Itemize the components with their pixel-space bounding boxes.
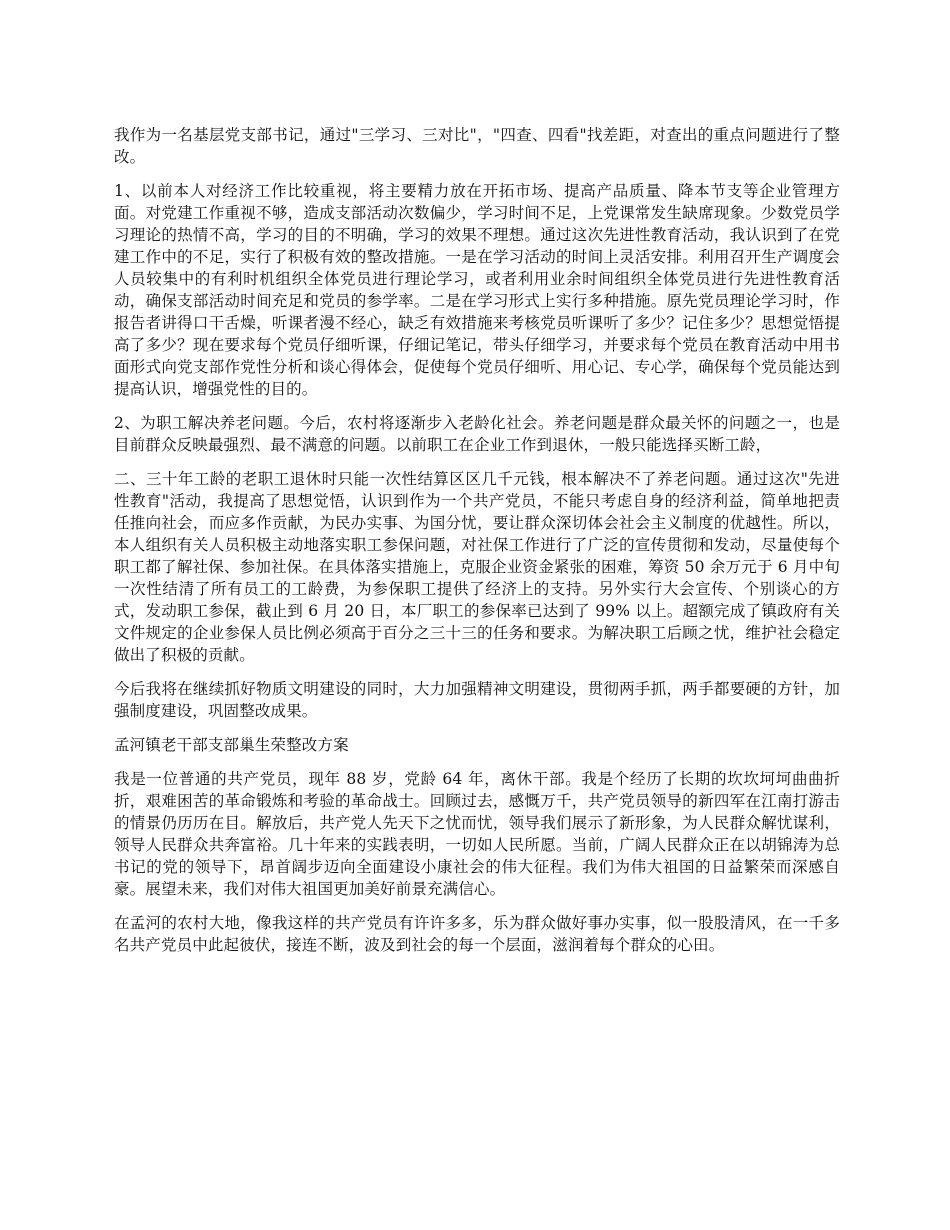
section-paragraph-2: 在孟河的农村大地，像我这样的共产党员有许许多多，乐为群众做好事办实事，似一股股清风，在一千多名共产党员中此起彼伏，接连不断，波及到社会的每一个层面，滋润着每个群众的心田。: [114, 914, 840, 954]
paragraph-intro: 我作为一名基层党支部书记，通过"三学习、三对比"，"四查、四看"找差距，对查出的重点问题进行了整改。: [114, 126, 840, 166]
section-title: 孟河镇老干部支部巢生荣整改方案: [114, 736, 349, 754]
paragraph-conclusion: 今后我将在继续抓好物质文明建设的同时，大力加强精神文明建设，贯彻两手抓，两手都要硬的方针，加强制度建设，巩固整改成果。: [114, 680, 840, 720]
paragraph-item-1: 1、以前本人对经济工作比较重视，将主要精力放在开拓市场、提高产品质量、降本节支等企业管理方面。对党建工作重视不够，造成支部活动次数偏少，学习时间不足，上党课常发生缺席现象。少数党员学习理论的热情不高，学习的目的不明确，学习的效果不理想。通过这次先进性教育活动，我认识到了在党建工作中的不足，实行了积极有效的整改措施。一是在学习活动的时间上灵活安排。利用召开生产调度会人员较集中的有利时机组织全体党员进行理论学习，或者利用业余时间组织全体党员进行先进性教育活动，确保支部活动时间充足和党员的参学率。二是在学习形式上实行多种措施。原先党员理论学习时，作报告者讲得口干舌燥，听课者漫不经心，缺乏有效措施来考核党员听课听了多少？记住多少？思想觉悟提高了多少？现在要求每个党员仔细听课，仔细记笔记，带头仔细学习，并要求每个党员在教育活动中用书面形式向党支部作党性分析和谈心得体会，促使每个党员仔细听、用心记、专心学，确保每个党员能达到提高认识，增强党性的目的。: [114, 182, 840, 398]
section-paragraph-1: 我是一位普通的共产党员，现年 88 岁，党龄 64 年，离休干部。我是个经历了长期的坎坎坷坷曲曲折折，艰难困苦的革命锻炼和考验的革命战士。回顾过去，感慨万千，共产党员领导的新四军在江南打游击的情景仍历历在目。解放后，共产党人先天下之忧而忧，领导我们展示了新形象，为人民群众解忧谋利，领导人民群众共奔富裕。几十年来的实践表明，一切如人民所愿。当前，广阔人民群众正在以胡锦涛为总书记的党的领导下，昂首阔步迈向全面建设小康社会的伟大征程。我们为伟大祖国的日益繁荣而深感自豪。展望未来，我们对伟大祖国更加美好前景充满信心。: [114, 770, 840, 898]
document-page: [114, 124, 840, 968]
paragraph-item-2: 2、为职工解决养老问题。今后，农村将逐渐步入老龄化社会。养老问题是群众最关怀的问题之一，也是目前群众反映最强烈、最不满意的问题。以前职工在企业工作到退休，一般只能选择买断工龄，: [114, 414, 840, 454]
paragraph-pension: 二、三十年工龄的老职工退休时只能一次性结算区区几千元钱，根本解决不了养老问题。通过这次"先进性教育"活动，我提高了思想觉悟，认识到作为一个共产党员，不能只考虑自身的经济利益，简单地把责任推向社会，而应多作贡献，为民办实事、为国分忧，要让群众深切体会社会主义制度的优越性。所以，本人组织有关人员积极主动地落实职工参保问题，对社保工作进行了广泛的宣传贯彻和发动，尽量使每个职工都了解社保、参加社保。在具体落实措施上，克服企业资金紧张的困难，筹资 50 余万元于 6 月中旬一次性结清了所有员工的工龄费，为参保职工提供了经济上的支持。另外实行大会宣传、个别谈心的方式，发动职工参保，截止到 6 月 20 日，本厂职工的参保率已达到了 99% 以上。超额完成了镇政府有关文件规定的企业参保人员比例必须高于百分之三十三的任务和要求。为解决职工后顾之忧，维护社会稳定做出了积极的贡献。: [114, 470, 840, 664]
